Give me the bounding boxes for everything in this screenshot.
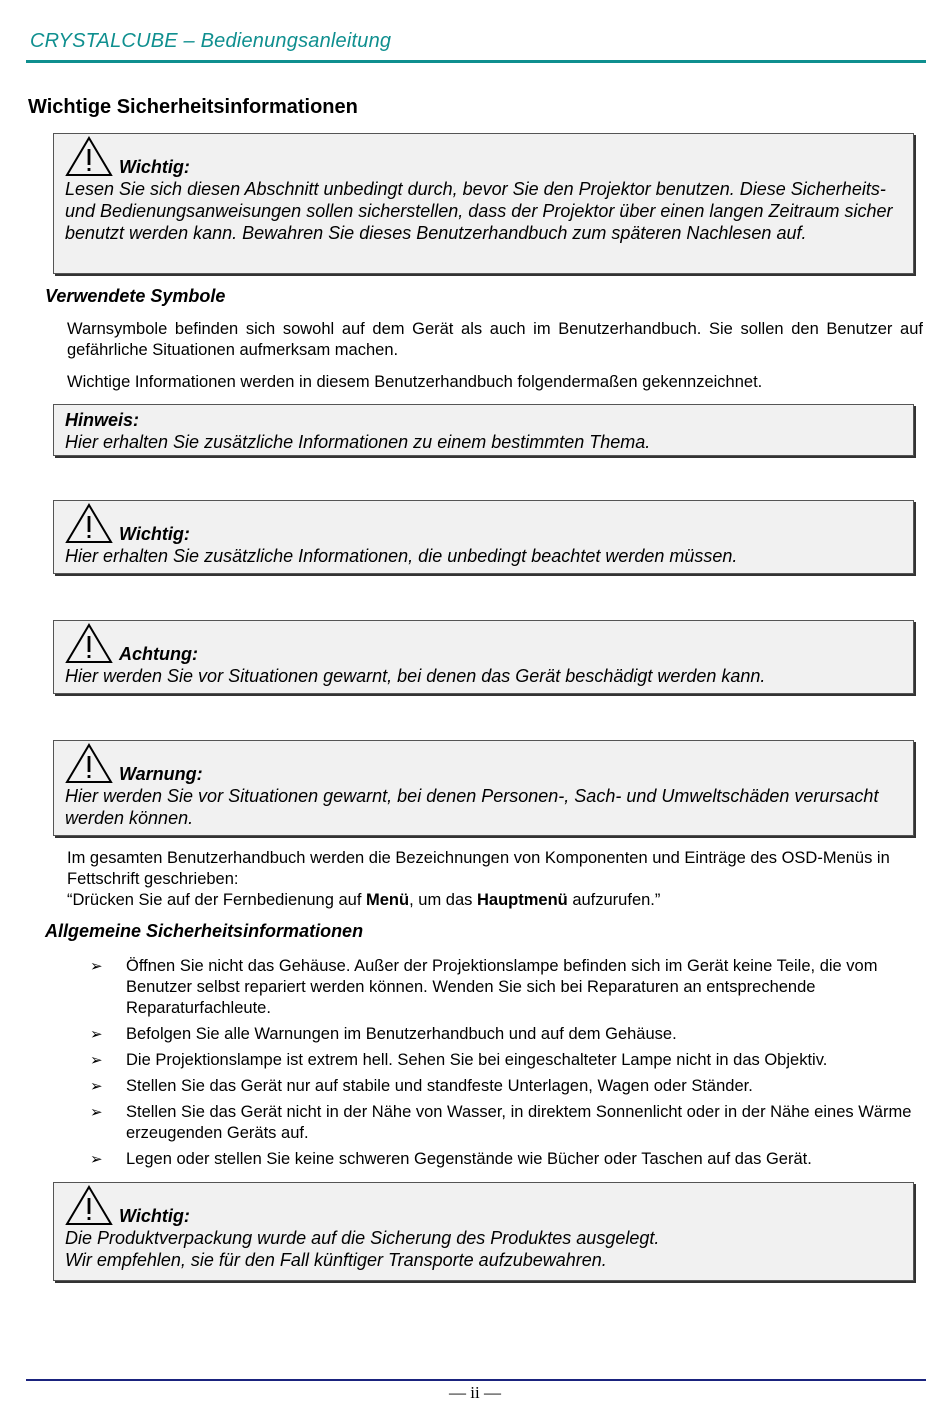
example-part-1: “Drücken Sie auf der Fernbedienung auf	[67, 891, 367, 909]
list-item-text: Befolgen Sie alle Warnungen im Benutzerhandbuch und auf dem Gehäuse.	[126, 1025, 677, 1043]
box-header	[65, 138, 903, 178]
box-header	[65, 1187, 903, 1227]
symbols-paragraph-2: Wichtige Informationen werden in diesem Benutzerhandbuch folgendermaßen gekennzeichnet.	[67, 373, 763, 391]
list-item	[90, 1050, 920, 1071]
osd-text: Im gesamten Benutzerhandbuch werden die Bezeichnungen von Komponenten und Einträge des OSD-Menüs in Fettschrift geschrieben:	[67, 849, 890, 888]
list-item-text: Stellen Sie das Gerät nur auf stabile und standfeste Unterlagen, Wagen oder Ständer.	[126, 1077, 753, 1095]
box-text: Hier erhalten Sie zusätzliche Informationen zu einem bestimmten Thema.	[65, 432, 651, 452]
list-item	[90, 1076, 920, 1097]
warning-triangle-icon	[65, 743, 113, 785]
list-item-text: Legen oder stellen Sie keine schweren Gegenstände wie Bücher oder Taschen auf das Gerät.	[126, 1150, 812, 1168]
box-header	[65, 505, 903, 545]
achtung-box	[53, 620, 914, 694]
warning-triangle-icon	[65, 136, 113, 178]
bullet-arrow-icon: ➢	[90, 1151, 103, 1168]
bullet-arrow-icon: ➢	[90, 1026, 103, 1043]
box-title: Wichtig:	[119, 1206, 190, 1226]
bullet-arrow-icon: ➢	[90, 1052, 103, 1069]
list-item	[90, 956, 920, 1019]
box-header	[65, 745, 903, 785]
box-title: Wichtig:	[119, 157, 190, 177]
document-header-title: CRYSTALCUBE – Bedienungsanleitung	[30, 30, 392, 52]
example-bold-menu: Menü	[366, 891, 410, 909]
symbols-heading: Verwendete Symbole	[45, 286, 226, 306]
example-part-3: aufzurufen.”	[567, 891, 661, 909]
list-item-text: Stellen Sie das Gerät nicht in der Nähe von Wasser, in direktem Sonnenlicht oder in der Nähe eines Wärme erzeugenden Geräts auf.	[126, 1103, 912, 1142]
warning-triangle-icon	[65, 623, 113, 665]
list-item	[90, 1024, 920, 1045]
box-text: Hier erhalten Sie zusätzliche Informationen, die unbedingt beachtet werden müssen.	[65, 546, 738, 566]
box-title: Wichtig:	[119, 524, 190, 544]
bullet-arrow-icon: ➢	[90, 958, 103, 975]
box-text: Hier werden Sie vor Situationen gewarnt, bei denen Personen-, Sach- und Umweltschäden verursacht werden können.	[65, 786, 879, 828]
packaging-important-box	[53, 1182, 914, 1281]
box-header	[65, 625, 903, 665]
box-text-line-2: Wir empfehlen, sie für den Fall künftiger Transporte aufzubewahren.	[65, 1250, 607, 1270]
box-text-line-1: Die Produktverpackung wurde auf die Sicherung des Produktes ausgelegt.	[65, 1228, 660, 1248]
general-heading: Allgemeine Sicherheitsinformationen	[45, 921, 364, 941]
box-text: Lesen Sie sich diesen Abschnitt unbedingt durch, bevor Sie den Projektor benutzen. Diese Sicherheits- und Bedienungsanweisungen sollen sicherstellen, dass der Projektor über einen langen Zeitraum sicher benutzt werden kann. Bewahren Sie dieses Benutzerhandbuch zum späteren Nachlesen auf.	[65, 179, 893, 243]
box-title: Hinweis:	[65, 410, 140, 430]
bullet-arrow-icon: ➢	[90, 1104, 103, 1121]
list-item	[90, 1149, 920, 1170]
box-text: Hier werden Sie vor Situationen gewarnt, bei denen das Gerät beschädigt werden kann.	[65, 666, 766, 686]
warning-triangle-icon	[65, 1185, 113, 1227]
symbols-paragraph-1: Warnsymbole befinden sich sowohl auf dem Gerät als auch im Benutzerhandbuch. Sie sollen den Benutzer auf gefährliche Situationen aufmerksam machen.	[67, 320, 923, 359]
list-item	[90, 1102, 920, 1144]
example-part-2: , um das	[409, 891, 477, 909]
intro-important-box	[53, 133, 914, 274]
warning-triangle-icon	[65, 503, 113, 545]
osd-paragraph	[67, 848, 923, 911]
list-item-text: Öffnen Sie nicht das Gehäuse. Außer der Projektionslampe befinden sich im Gerät keine Teile, die vom Benutzer selbst repariert werden können. Wenden Sie sich bei Reparaturen an entsprechende Reparaturfachleute.	[126, 957, 878, 1017]
header-rule	[26, 60, 926, 63]
footer-rule	[26, 1379, 926, 1381]
warnung-box	[53, 740, 914, 836]
list-item-text: Die Projektionslampe ist extrem hell. Sehen Sie bei eingeschalteter Lampe nicht in das Objektiv.	[126, 1051, 828, 1069]
box-title: Warnung:	[119, 764, 203, 784]
box-title: Achtung:	[119, 644, 198, 664]
wichtig-box	[53, 500, 914, 574]
safety-list	[90, 956, 920, 1175]
page-title: Wichtige Sicherheitsinformationen	[28, 96, 358, 118]
page-number: — ii —	[449, 1383, 501, 1402]
bullet-arrow-icon: ➢	[90, 1078, 103, 1095]
hinweis-box	[53, 404, 914, 456]
example-bold-mainmenu: Hauptmenü	[476, 891, 568, 909]
